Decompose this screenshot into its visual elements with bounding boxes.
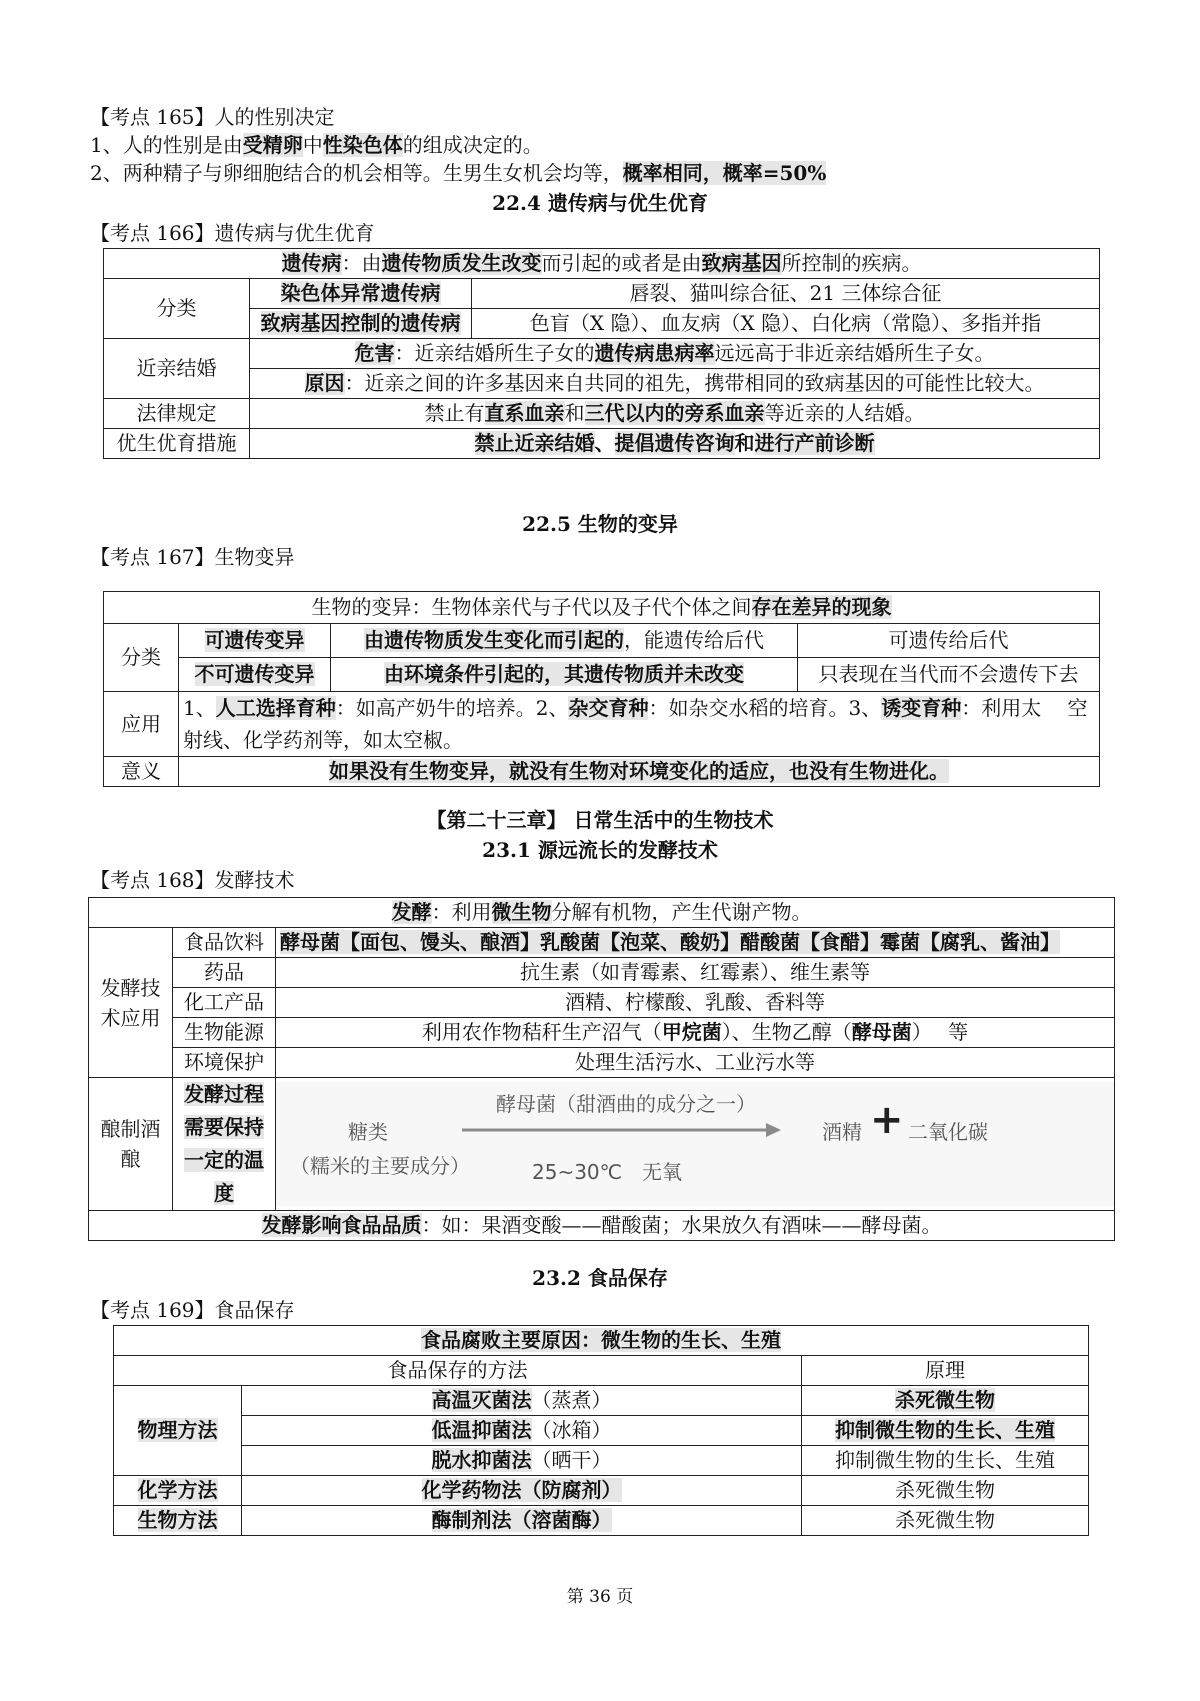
chemical-method-label: 化学方法	[114, 1476, 242, 1506]
environment-label: 环境保护	[173, 1048, 276, 1078]
section-title-22-5: 22.5 生物的变异	[522, 512, 678, 536]
low-temp-principle: 抑制微生物的生长、生殖	[802, 1416, 1089, 1446]
physical-method-label: 物理方法	[114, 1386, 242, 1476]
dehydration-method: 脱水抑菌法（晒干）	[242, 1446, 802, 1476]
eugenics-measures: 禁止近亲结婚、提倡遗传咨询和进行产前诊断	[250, 429, 1100, 459]
high-temp-principle: 杀死微生物	[802, 1386, 1089, 1416]
fermentation-table	[88, 897, 1115, 1241]
gene-disease-examples: 色盲（X 隐）、血友病（X 隐）、白化病（常隐）、多指并指	[472, 309, 1100, 339]
fermentation-application-label: 发酵技术应用	[89, 928, 173, 1078]
food-preservation-table	[113, 1325, 1089, 1536]
application-label: 应用	[104, 692, 179, 757]
heading-165: 【考点 165】人的性别决定	[90, 105, 335, 129]
chemical-principle: 杀死微生物	[802, 1476, 1089, 1506]
significance-content: 如果没有生物变异，就没有生物对环境变化的适应，也没有生物进化。	[179, 757, 1100, 787]
section-title-23-2: 23.2 食品保存	[532, 1266, 668, 1290]
chemical-label: 化工产品	[173, 988, 276, 1018]
nonheritable-result: 只表现在当代而不会遗传下去	[798, 658, 1100, 692]
biological-principle: 杀死微生物	[802, 1506, 1089, 1536]
food-drink-label: 食品饮料	[173, 928, 276, 958]
nonheritable-cause: 由环境条件引起的，其遗传物质并未改变	[331, 658, 798, 692]
heading-167: 【考点 167】生物变异	[90, 545, 295, 569]
fermentation-diagram-cell	[276, 1078, 1115, 1211]
section-title-22-4: 22.4 遗传病与优生优育	[492, 191, 708, 215]
medicine-label: 药品	[173, 958, 276, 988]
spoilage-cause: 食品腐败主要原因：微生物的生长、生殖	[114, 1326, 1089, 1356]
principle-header: 原理	[802, 1356, 1089, 1386]
gene-disease-label: 致病基因控制的遗传病	[250, 309, 472, 339]
page-number: 第 36 页	[566, 1587, 634, 1607]
heading-166: 【考点 166】遗传病与优生优育	[90, 221, 375, 245]
dehydration-principle: 抑制微生物的生长、生殖	[802, 1446, 1089, 1476]
rice-wine-label: 酿制酒酿	[89, 1078, 173, 1211]
eugenics-label: 优生优育措施	[104, 429, 250, 459]
sex-determination-line-1: 1、人的性别是由受精卵中性染色体的组成决定的。	[90, 133, 543, 157]
genetic-disease-definition: 遗传病：由遗传物质发生改变而引起的或者是由致病基因所控制的疾病。	[104, 249, 1100, 279]
temperature-label: 25~30℃	[532, 1160, 623, 1184]
method-header: 食品保存的方法	[114, 1356, 802, 1386]
reaction-arrow-icon	[462, 1122, 782, 1138]
anaerobic-label: 无氧	[642, 1160, 682, 1184]
chemical-method: 化学药物法（防腐剂）	[242, 1476, 802, 1506]
sex-determination-line-2: 2、两种精子与卵细胞结合的机会相等。生男生女机会均等，概率相同，概率=50%	[90, 161, 827, 185]
alcohol-label: 酒精	[822, 1120, 862, 1144]
low-temp-method: 低温抑菌法（冰箱）	[242, 1416, 802, 1446]
plus-icon: +	[870, 1097, 904, 1143]
chapter-23-title: 【第二十三章】 日常生活中的生物技术	[426, 808, 774, 832]
genetic-disease-table	[103, 248, 1100, 459]
food-quality-note: 发酵影响食品品质：如：果酒变酸——醋酸菌；水果放久有酒味——酵母菌。	[89, 1211, 1115, 1241]
chromosome-disease-examples: 唇裂、猫叫综合征、21 三体综合征	[472, 279, 1100, 309]
co2-label: 二氧化碳	[908, 1120, 988, 1144]
law-label: 法律规定	[104, 399, 250, 429]
environment-content: 处理生活污水、工业污水等	[276, 1048, 1115, 1078]
bioenergy-label: 生物能源	[173, 1018, 276, 1048]
heading-168: 【考点 168】发酵技术	[90, 868, 295, 892]
section-title-23-1: 23.1 源远流长的发酵技术	[482, 838, 718, 862]
bioenergy-content: 利用农作物秸秆生产沼气（甲烷菌）、生物乙醇（酵母菌） 等	[276, 1018, 1115, 1048]
breeding-applications: 1、人工选择育种：如高产奶牛的培养。2、杂交育种：如杂交水稻的培育。3、诱变育种：利用太 空射线、化学药剂等，如太空椒。	[179, 692, 1100, 757]
sugar-label: 糖类	[348, 1120, 388, 1144]
consanguineous-cause: 原因：近亲之间的许多基因来自共同的祖先，携带相同的致病基因的可能性比较大。	[250, 369, 1100, 399]
variation-table	[103, 591, 1100, 787]
chromosome-disease-label: 染色体异常遗传病	[250, 279, 472, 309]
medicine-content: 抗生素（如青霉素、红霉素）、维生素等	[276, 958, 1115, 988]
significance-label: 意义	[104, 757, 179, 787]
consanguineous-label: 近亲结婚	[104, 339, 250, 399]
heritable-cause: 由遗传物质发生变化而引起的，能遗传给后代	[331, 624, 798, 658]
biological-method-label: 生物方法	[114, 1506, 242, 1536]
temperature-note: 发酵过程需要保持一定的温度	[173, 1078, 276, 1211]
consanguineous-harm: 危害：近亲结婚所生子女的遗传病患病率远远高于非近亲结婚所生子女。	[250, 339, 1100, 369]
variation-definition: 生物的变异：生物体亲代与子代以及子代个体之间存在差异的现象	[104, 592, 1100, 624]
sugar-note: （糯米的主要成分）	[290, 1154, 470, 1178]
biological-method: 酶制剂法（溶菌酶）	[242, 1506, 802, 1536]
fermentation-definition: 发酵：利用微生物分解有机物，产生代谢产物。	[89, 898, 1115, 928]
yeast-label: 酵母菌（甜酒曲的成分之一）	[496, 1092, 756, 1116]
nonheritable-variation: 不可遗传变异	[179, 658, 331, 692]
heritable-variation: 可遗传变异	[179, 624, 331, 658]
classification-label: 分类	[104, 279, 250, 339]
variation-class-label: 分类	[104, 624, 179, 692]
heritable-result: 可遗传给后代	[798, 624, 1100, 658]
law-content: 禁止有直系血亲和三代以内的旁系血亲等近亲的人结婚。	[250, 399, 1100, 429]
high-temp-method: 高温灭菌法（蒸煮）	[242, 1386, 802, 1416]
fermentation-diagram	[276, 1082, 1114, 1206]
heading-169: 【考点 169】食品保存	[90, 1298, 295, 1322]
food-drink-content: 酵母菌【面包、馒头、酿酒】乳酸菌【泡菜、酸奶】醋酸菌【食醋】霉菌【腐乳、酱油】	[276, 928, 1115, 958]
chemical-content: 酒精、柠檬酸、乳酸、香料等	[276, 988, 1115, 1018]
